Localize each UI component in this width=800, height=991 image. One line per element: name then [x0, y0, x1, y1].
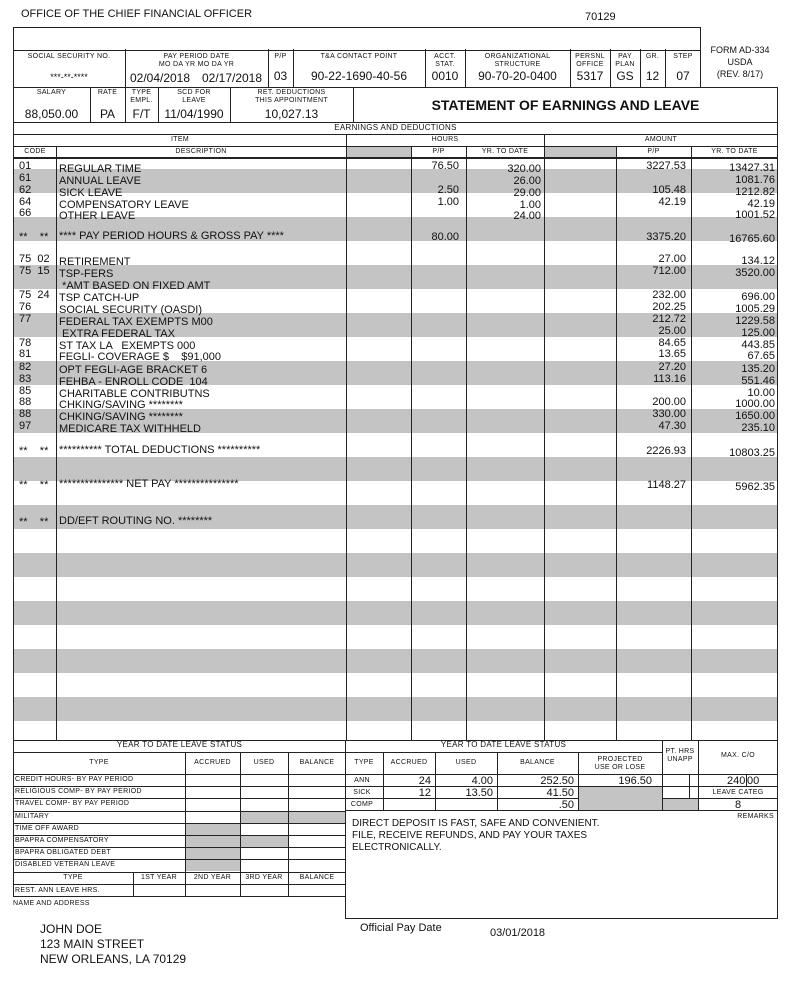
field-value: 03 — [273, 69, 288, 83]
divider — [13, 823, 346, 824]
table-row — [14, 420, 777, 433]
amount-ytd: 235.10 — [741, 422, 775, 434]
field-value: F/T — [132, 107, 151, 121]
description: *************** NET PAY *************** — [59, 478, 239, 490]
field-value: 5317 — [576, 69, 604, 83]
field-value: 07 — [676, 69, 690, 83]
employee-name: JOHN DOE — [40, 922, 103, 936]
office-title: OFFICE OF THE CHIEF FINANCIAL OFFICER — [21, 8, 253, 20]
code: 88 — [19, 396, 32, 408]
leave-accrued: 24 — [418, 775, 431, 787]
section-title: EARNINGS AND DEDUCTIONS — [334, 123, 457, 132]
divider — [353, 87, 354, 123]
column-line — [346, 134, 347, 740]
leave-type: ANN — [354, 777, 370, 784]
divider — [13, 752, 346, 753]
hours-ytd: 26.00 — [513, 175, 541, 187]
shaded-cell — [185, 860, 240, 871]
description: CHKING/SAVING ******** — [59, 411, 183, 423]
hours-pp: 80.00 — [431, 231, 459, 243]
code: 83 — [19, 373, 32, 385]
field-label: PERSNL OFFICE — [575, 53, 605, 68]
amount-ytd: 67.65 — [747, 350, 775, 362]
amount-pp: 212.72 — [652, 313, 686, 325]
leave-accrued: 12 — [418, 787, 431, 799]
statement-title: STATEMENT OF EARNINGS AND LEAVE — [431, 97, 700, 113]
pt-hrs-label: PT. HRS UNAPP — [665, 748, 695, 763]
code: 01 — [19, 160, 32, 172]
amount-ytd: 696.00 — [741, 291, 775, 303]
amount-ytd: 1212.82 — [735, 186, 775, 198]
column-line — [288, 752, 289, 872]
description: SOCIAL SECURITY (OASDI) — [59, 304, 203, 316]
code: ** ** — [19, 479, 49, 491]
pay-date-label: Official Pay Date — [360, 922, 442, 934]
shaded-cell — [288, 812, 346, 823]
divider — [13, 774, 346, 775]
amount-pp: 27.00 — [658, 253, 686, 265]
hours-pp: 76.50 — [431, 160, 459, 172]
shaded-cell — [185, 836, 240, 847]
leave-type: SICK — [353, 789, 371, 796]
column-line — [240, 752, 241, 872]
field-value: 90-22-1690-40-56 — [310, 69, 408, 83]
amount-ytd: 5962.35 — [735, 481, 775, 493]
col-ytd: YR. TO DATE — [481, 148, 529, 155]
row-stripe — [14, 649, 777, 673]
shaded-cell — [185, 848, 240, 859]
pay-date: 03/01/2018 — [490, 927, 546, 939]
code: 75 15 — [19, 265, 50, 277]
max-carryover: 240 — [727, 775, 746, 787]
divider — [345, 752, 662, 753]
leave-used: 13.50 — [465, 787, 493, 799]
divider — [13, 786, 346, 787]
col-description: DESCRIPTION — [175, 148, 227, 155]
leave-col: PROJECTED USE OR LOSE — [594, 756, 646, 771]
leave-type: COMP — [350, 801, 374, 808]
amount-pp: 47.30 — [658, 420, 686, 432]
amount-ytd: 3520.00 — [735, 267, 775, 279]
leave-col: BALANCE — [520, 759, 555, 766]
field-label: P/P — [274, 53, 287, 60]
code: 76 — [19, 301, 32, 313]
leave-category: 8 — [734, 799, 742, 811]
description: REGULAR TIME — [59, 163, 142, 175]
hours-pp: 1.00 — [437, 196, 459, 208]
amount-ytd: 13427.31 — [729, 162, 775, 174]
leave-col: BALANCE — [299, 759, 335, 766]
divider — [13, 835, 346, 836]
amount-pp: 42.19 — [658, 196, 686, 208]
divider — [13, 847, 346, 848]
leave-title: YEAR TO DATE LEAVE STATUS — [116, 740, 243, 749]
field-value: 0010 — [431, 69, 459, 83]
hours-header: HOURS — [431, 136, 459, 143]
code: ** ** — [19, 231, 49, 243]
amount-ytd: 134.12 — [741, 255, 775, 267]
leave-col: TYPE — [354, 759, 374, 766]
column-line — [185, 752, 186, 872]
field-label: RATE — [97, 89, 118, 96]
hours-ytd: 24.00 — [513, 210, 541, 222]
remarks: DIRECT DEPOSIT IS FAST, SAFE AND CONVENIENT. FILE, RECEIVE REFUNDS, AND PAY YOUR TAXES ELECTRONICALLY. — [352, 818, 600, 853]
description: COMPENSATORY LEAVE — [59, 199, 189, 211]
divider — [13, 859, 346, 860]
hours-ytd: 1.00 — [519, 199, 541, 211]
description: SICK LEAVE — [59, 187, 123, 199]
field-value: GS — [616, 69, 634, 83]
description: OTHER LEAVE — [59, 210, 136, 222]
amount-ytd: 1001.52 — [735, 209, 775, 221]
amount-pp: 84.65 — [658, 337, 686, 349]
amount-pp: 232.00 — [652, 289, 686, 301]
shaded-cell — [579, 787, 662, 810]
field-label: STEP — [673, 53, 693, 60]
field-label: GR. — [645, 53, 660, 60]
divider — [14, 146, 777, 147]
description: TSP-FERS — [59, 268, 114, 280]
leave-categ-label: LEAVE CATEG — [712, 789, 764, 796]
field-value: 90-70-20-0400 — [478, 69, 557, 83]
amount-pp: 2226.93 — [646, 445, 686, 457]
leave-title: YEAR TO DATE LEAVE STATUS — [440, 740, 567, 749]
field-label: T&A CONTACT POINT — [320, 53, 398, 60]
field-value: 10,027.13 — [264, 107, 319, 121]
amount-pp: 13.65 — [658, 348, 686, 360]
hours-ytd: 29.00 — [513, 187, 541, 199]
amount-ytd: 1005.29 — [735, 303, 775, 315]
amount-pp: 202.25 — [652, 301, 686, 313]
description: *AMT BASED ON FIXED AMT — [59, 280, 211, 292]
table-row — [14, 207, 777, 220]
field-label: ACCT. STAT. — [434, 53, 456, 68]
description: ********** TOTAL DEDUCTIONS ********** — [59, 444, 261, 456]
code: ** ** — [19, 445, 49, 457]
hours-ytd: 320.00 — [507, 163, 541, 175]
code: 64 — [19, 196, 32, 208]
rest-leave-label: REST. ANN LEAVE HRS. — [15, 887, 100, 894]
amount-pp: 1148.27 — [647, 479, 686, 491]
item-header: ITEM — [171, 136, 189, 143]
leave-col: TYPE — [89, 759, 109, 766]
shaded-cell — [185, 824, 240, 835]
amount-ytd: 125.00 — [741, 327, 775, 339]
earnings-table — [13, 122, 778, 741]
column-line — [689, 774, 690, 798]
code: 62 — [19, 184, 32, 196]
form-number: FORM AD-334 — [710, 45, 770, 55]
description: RETIREMENT — [59, 256, 131, 268]
leave-projected: 196.50 — [618, 775, 652, 787]
leave-type: BPAPRA OBLIGATED DEBT — [15, 849, 111, 857]
col-pp: P/P — [432, 148, 445, 155]
leave-type: MILITARY — [15, 812, 50, 820]
description: **** PAY PERIOD HOURS & GROSS PAY **** — [59, 230, 284, 242]
table-row — [14, 516, 777, 529]
field-value: PA — [99, 107, 116, 121]
leave-col: BALANCE — [299, 874, 335, 881]
code: 75 02 — [19, 253, 50, 265]
code: ** ** — [19, 516, 49, 528]
leave-col: USED — [455, 759, 477, 766]
name-address-label: NAME AND ADDRESS — [13, 900, 90, 907]
column-line — [544, 134, 545, 740]
divider — [14, 158, 777, 159]
row-stripe — [14, 601, 777, 625]
table-row — [14, 231, 777, 244]
amount-pp: 27.20 — [658, 361, 686, 373]
table-row — [14, 445, 777, 458]
code: 61 — [19, 172, 32, 184]
leave-balance: 41.50 — [546, 787, 574, 799]
amount-pp: 200.00 — [652, 396, 686, 408]
amount-pp: 712.00 — [652, 265, 686, 277]
amount-header: AMOUNT — [644, 136, 678, 143]
leave-col: TYPE — [63, 874, 83, 881]
code: 75 24 — [19, 289, 50, 301]
amount-pp: 113.16 — [653, 373, 686, 385]
field-value: 11/04/1990 — [164, 107, 224, 121]
form-id — [700, 44, 780, 80]
leave-balance: 252.50 — [540, 775, 574, 787]
form-revision: (REV. 8/17) — [716, 69, 764, 79]
agency: USDA — [727, 57, 753, 67]
description: ST TAX LA EXEMPTS 000 — [59, 340, 196, 352]
amount-pp: 105.48 — [652, 184, 686, 196]
description: MEDICARE TAX WITHHELD — [59, 423, 201, 435]
leave-used: 4.00 — [471, 775, 493, 787]
divider — [14, 134, 777, 135]
leave-type: CREDIT HOURS- BY PAY PERIOD — [15, 776, 134, 783]
leave-col: ACCRUED — [194, 759, 231, 766]
field-label: SCD FOR LEAVE — [177, 89, 211, 104]
amount-ytd: 1081.76 — [735, 174, 775, 186]
leave-type: TIME OFF AWARD — [15, 824, 79, 832]
amount-ytd: 10803.25 — [729, 447, 775, 459]
description: CHARITABLE CONTRIBUTNS — [59, 388, 210, 400]
col-pp2: P/P — [647, 148, 660, 155]
amount-ytd: 42.19 — [747, 198, 775, 210]
field-label: RET. DEDUCTIONS THIS APPOINTMENT — [255, 89, 328, 104]
amount-pp: 3227.53 — [646, 160, 686, 172]
amount-pp: 330.00 — [652, 408, 686, 420]
amount-ytd: 551.46 — [741, 375, 775, 387]
amount-pp: 3375.20 — [646, 231, 686, 243]
code: 82 — [19, 361, 32, 373]
leave-col: 3RD YEAR — [245, 874, 283, 881]
divider — [13, 872, 346, 873]
field-label: SALARY — [36, 89, 67, 96]
field-label: ORGANIZATIONAL STRUCTURE — [484, 53, 551, 68]
code: 78 — [19, 337, 32, 349]
code: 97 — [19, 420, 32, 432]
amount-ytd: 10.00 — [747, 387, 775, 399]
code: 88 — [19, 408, 32, 420]
field-label: SOCIAL SECURITY NO. — [27, 53, 111, 60]
description: FEGLI- COVERAGE $ $91,000 — [59, 351, 222, 363]
code: 85 — [19, 385, 32, 397]
code: 66 — [19, 207, 32, 219]
row-stripe — [14, 697, 777, 721]
description: CHKING/SAVING ******** — [59, 399, 183, 411]
amount-pp: 25.00 — [658, 325, 686, 337]
leave-col: 1ST YEAR — [141, 874, 177, 881]
leave-balance: .50 — [558, 799, 574, 811]
field-label: PAY PERIOD DATE MO DA YR MO DA YR — [158, 53, 235, 68]
col-ytd2: YR. TO DATE — [711, 148, 758, 155]
col-code: CODE — [24, 148, 46, 155]
pay-period-start: 02/04/2018 — [129, 71, 191, 85]
field-value: ***-**-**** — [50, 72, 88, 82]
field-value: 88,050.00 — [24, 107, 79, 121]
code: 77 — [19, 313, 32, 325]
amount-ytd: 1000.00 — [735, 398, 775, 410]
leave-col: ACCRUED — [390, 759, 428, 766]
amount-ytd: 1650.00 — [735, 410, 775, 422]
field-value: 12 — [645, 69, 660, 83]
amount-ytd: 16765.60 — [729, 233, 775, 245]
leave-col: 2ND YEAR — [193, 874, 232, 881]
field-label: TYPE EMPL. — [130, 89, 153, 104]
leave-col: USED — [253, 759, 275, 766]
remarks-label: REMARKS — [737, 813, 774, 820]
mailing-address — [40, 922, 186, 967]
description: FEHBA - ENROLL CODE 104 — [59, 376, 208, 388]
street: 123 MAIN STREET — [40, 937, 145, 951]
hours-pp: 2.50 — [437, 184, 459, 196]
description: DD/EFT ROUTING NO. ******** — [59, 515, 213, 527]
leave-type: RELIGIOUS COMP- BY PAY PERIOD — [15, 788, 142, 796]
description: OPT FEGLI-AGE BRACKET 6 — [59, 364, 208, 376]
description: TSP CATCH-UP — [59, 292, 140, 304]
divider — [13, 884, 346, 885]
table-row — [14, 348, 777, 361]
amount-ytd: 135.20 — [741, 363, 775, 375]
max-co-label: MAX. C/O — [721, 752, 755, 759]
description: EXTRA FEDERAL TAX — [59, 328, 175, 340]
shaded-cell — [240, 812, 288, 823]
code: 81 — [19, 348, 32, 360]
description: FEDERAL TAX EXEMPTS M00 — [59, 316, 213, 328]
table-row — [14, 479, 777, 492]
city-state-zip: NEW ORLEANS, LA 70129 — [40, 952, 187, 966]
leave-type: TRAVEL COMP- BY PAY PERIOD — [15, 800, 130, 808]
leave-type: DISABLED VETERAN LEAVE — [15, 861, 116, 869]
divider — [13, 798, 346, 799]
max-carryover-cents: 00 — [747, 775, 760, 787]
pay-period-end: 02/17/2018 — [201, 71, 263, 85]
field-label: PAY PLAN — [615, 53, 635, 68]
header-shade — [544, 146, 616, 157]
leave-type: BPAPRA COMPENSATORY — [15, 837, 109, 844]
zip-code: 70129 — [585, 11, 616, 23]
description: ANNUAL LEAVE — [59, 175, 141, 187]
row-stripe — [14, 553, 777, 577]
shaded-cell — [663, 799, 698, 810]
amount-ytd: 1229.58 — [735, 315, 775, 327]
shaded-cell — [240, 836, 288, 847]
amount-ytd: 443.85 — [741, 339, 775, 351]
header-shade — [346, 146, 411, 157]
